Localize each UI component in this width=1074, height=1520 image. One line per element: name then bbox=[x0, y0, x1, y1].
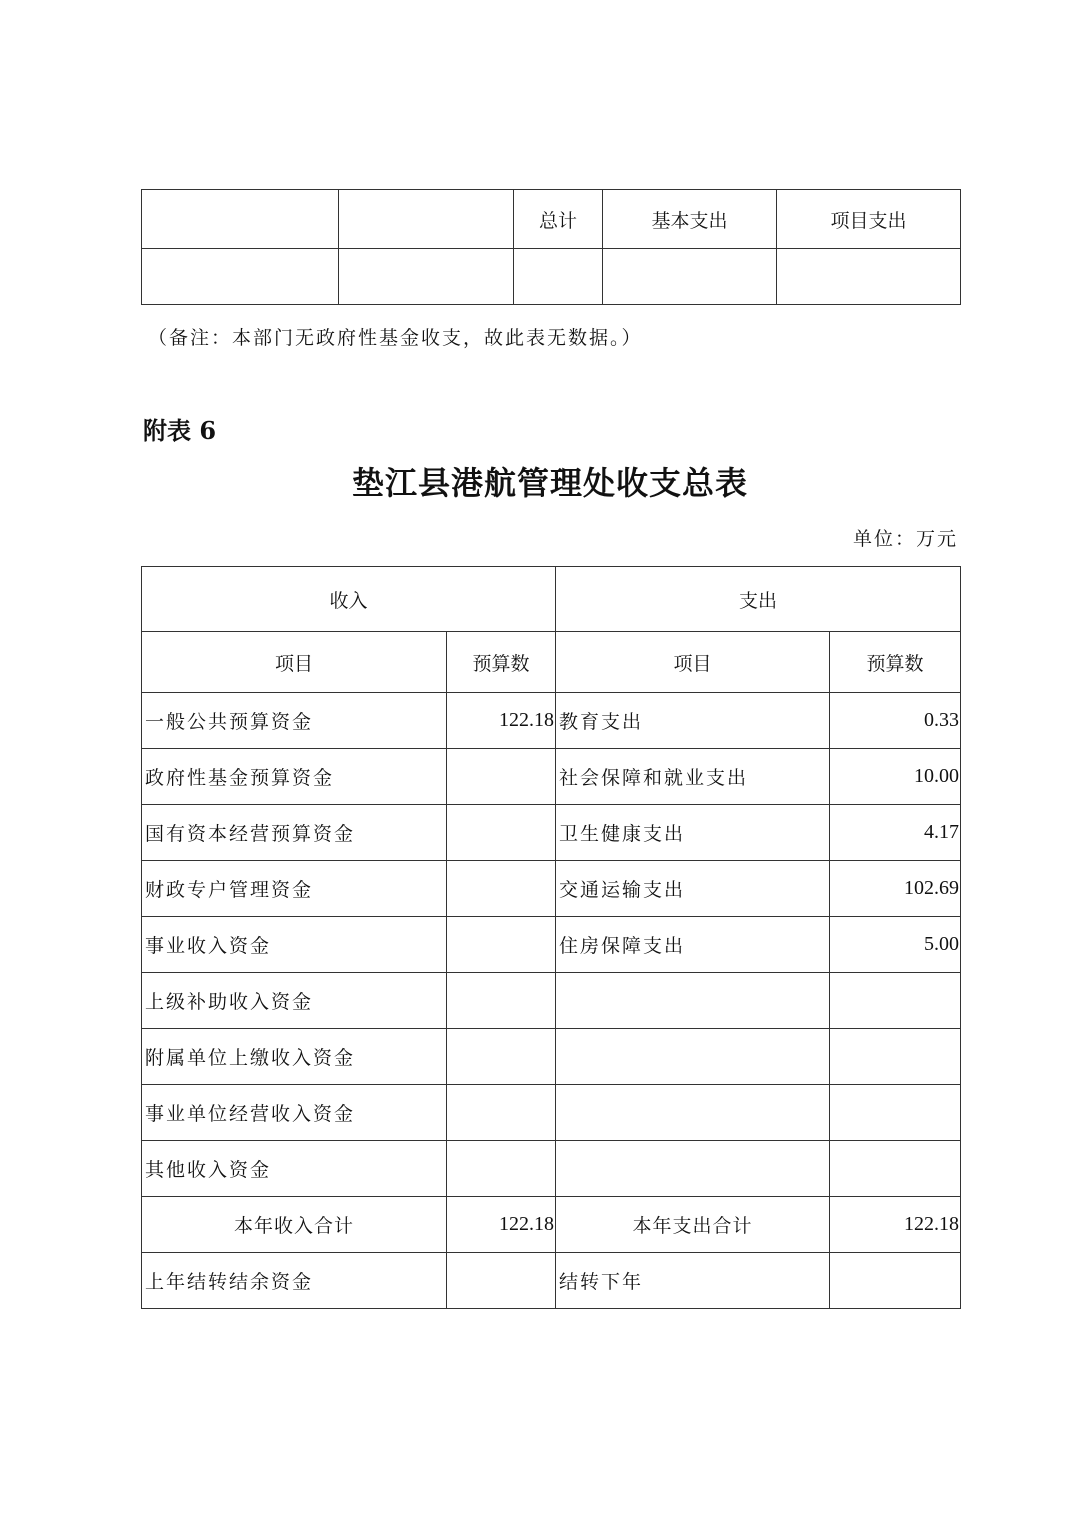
total-expense-label: 本年支出合计 bbox=[556, 1197, 830, 1253]
expense-value bbox=[830, 1085, 961, 1141]
income-value bbox=[447, 1141, 556, 1197]
top-header-cell bbox=[142, 190, 339, 249]
expense-value: 0.33 bbox=[830, 693, 961, 749]
expense-item: 教育支出 bbox=[556, 693, 830, 749]
table-row bbox=[142, 805, 961, 861]
income-value: 122.18 bbox=[447, 693, 556, 749]
income-value bbox=[447, 1085, 556, 1141]
expense-value: 5.00 bbox=[830, 917, 961, 973]
expense-item bbox=[556, 973, 830, 1029]
top-table-header-row bbox=[142, 190, 961, 249]
income-header: 收入 bbox=[142, 567, 556, 632]
expense-value: 102.69 bbox=[830, 861, 961, 917]
total-expense-value: 122.18 bbox=[830, 1197, 961, 1253]
expense-budget-header: 预算数 bbox=[830, 632, 961, 693]
expense-value: 4.17 bbox=[830, 805, 961, 861]
expense-item-header: 项目 bbox=[556, 632, 830, 693]
table-row bbox=[142, 917, 961, 973]
income-item: 一般公共预算资金 bbox=[142, 693, 447, 749]
table-row bbox=[142, 973, 961, 1029]
top-cell bbox=[142, 249, 339, 305]
top-cell bbox=[603, 249, 777, 305]
top-cell bbox=[777, 249, 961, 305]
expense-item bbox=[556, 1085, 830, 1141]
income-item: 政府性基金预算资金 bbox=[142, 749, 447, 805]
income-value bbox=[447, 1029, 556, 1085]
total-income-label: 本年收入合计 bbox=[142, 1197, 447, 1253]
column-header-row bbox=[142, 632, 961, 693]
unit-label: 单位：万元 bbox=[852, 528, 958, 550]
income-item: 财政专户管理资金 bbox=[142, 861, 447, 917]
table-row bbox=[142, 861, 961, 917]
income-value bbox=[447, 973, 556, 1029]
expense-value bbox=[830, 1029, 961, 1085]
top-header-total: 总计 bbox=[514, 190, 603, 249]
income-item-header: 项目 bbox=[142, 632, 447, 693]
income-value bbox=[447, 805, 556, 861]
summary-table bbox=[141, 566, 961, 1309]
expense-value bbox=[830, 973, 961, 1029]
expense-item: 交通运输支出 bbox=[556, 861, 830, 917]
income-item: 国有资本经营预算资金 bbox=[142, 805, 447, 861]
carry-expense-label: 结转下年 bbox=[556, 1253, 830, 1309]
income-item: 事业单位经营收入资金 bbox=[142, 1085, 447, 1141]
table-row bbox=[142, 1141, 961, 1197]
carry-income-label: 上年结转结余资金 bbox=[142, 1253, 447, 1309]
top-header-project: 项目支出 bbox=[777, 190, 961, 249]
carry-income-value bbox=[447, 1253, 556, 1309]
carry-expense-value bbox=[830, 1253, 961, 1309]
table-row bbox=[142, 749, 961, 805]
income-budget-header: 预算数 bbox=[447, 632, 556, 693]
top-header-basic: 基本支出 bbox=[603, 190, 777, 249]
income-item: 其他收入资金 bbox=[142, 1141, 447, 1197]
income-item: 事业收入资金 bbox=[142, 917, 447, 973]
top-header-cell bbox=[339, 190, 514, 249]
carryover-row bbox=[142, 1253, 961, 1309]
expense-header: 支出 bbox=[556, 567, 961, 632]
table-row bbox=[142, 693, 961, 749]
income-value bbox=[447, 749, 556, 805]
top-cell bbox=[514, 249, 603, 305]
expense-item bbox=[556, 1141, 830, 1197]
expense-value bbox=[830, 1141, 961, 1197]
income-item: 上级补助收入资金 bbox=[142, 973, 447, 1029]
income-value bbox=[447, 917, 556, 973]
table-row bbox=[142, 1085, 961, 1141]
table-row bbox=[142, 1029, 961, 1085]
total-income-value: 122.18 bbox=[447, 1197, 556, 1253]
total-row bbox=[142, 1197, 961, 1253]
expense-item: 住房保障支出 bbox=[556, 917, 830, 973]
expense-item: 卫生健康支出 bbox=[556, 805, 830, 861]
expense-value: 10.00 bbox=[830, 749, 961, 805]
page-title: 垫江县港航管理处收支总表 bbox=[351, 464, 748, 502]
note-text: （备注：本部门无政府性基金收支，故此表无数据。） bbox=[148, 327, 643, 349]
appendix-label: 附表 6 bbox=[143, 416, 217, 445]
top-table-row bbox=[142, 249, 961, 305]
expense-item bbox=[556, 1029, 830, 1085]
income-value bbox=[447, 861, 556, 917]
section-header-row bbox=[142, 567, 961, 632]
income-item: 附属单位上缴收入资金 bbox=[142, 1029, 447, 1085]
top-table bbox=[141, 189, 961, 305]
expense-item: 社会保障和就业支出 bbox=[556, 749, 830, 805]
top-cell bbox=[339, 249, 514, 305]
